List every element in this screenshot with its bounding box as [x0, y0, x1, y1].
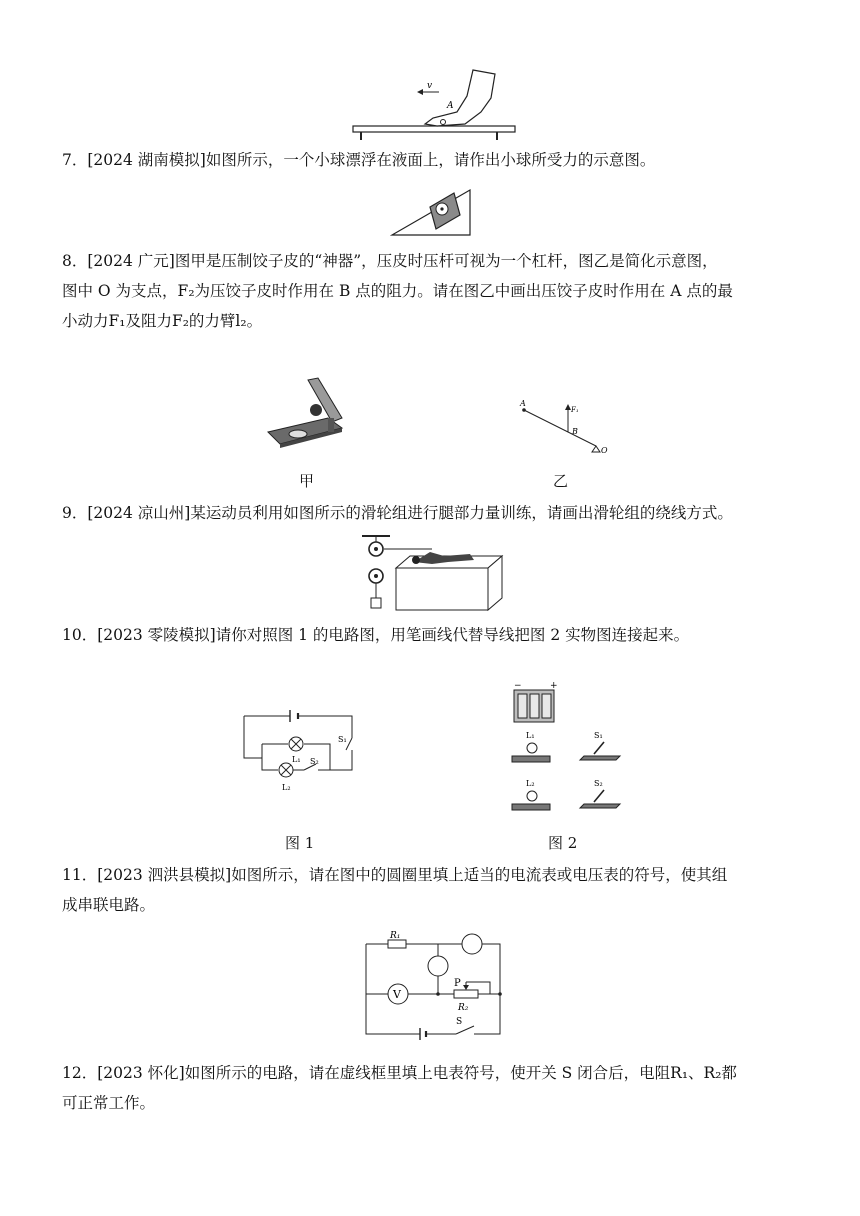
- figure-lever-diagram: [510, 398, 620, 458]
- label-b: B: [572, 427, 578, 436]
- label-r1: R₁: [390, 931, 401, 941]
- label-l1-fig1: L₁: [292, 755, 301, 764]
- label-l2-fig1: L₂: [282, 783, 291, 792]
- label-l2-fig2: L₂: [526, 779, 535, 788]
- question-10: 10．[2023 零陵模拟]请你对照图 1 的电路图，用笔画线代替导线把图 2 实物图连接起来。: [62, 626, 690, 644]
- figure-circuit-1: [240, 708, 365, 803]
- question-12: 12．[2023 怀化]如图所示的电路，请在虚线框里填上电表符号，使开关 S 闭合后，电阻R₁、R₂都 可正常工作。: [62, 1064, 737, 1112]
- label-s: S: [456, 1017, 463, 1027]
- figure-hand-table: [345, 62, 525, 142]
- label-s2-fig2: S₂: [594, 779, 603, 788]
- caption-yi: 乙: [553, 472, 569, 490]
- label-a: A: [520, 399, 526, 408]
- question-8: 8．[2024 广元]图甲是压制饺子皮的“神器”，压皮时压杆可视为一个杠杆，图乙是简化示意图， 图中 O 为支点，F₂为压饺子皮时作用在 B 点的阻力。请在图乙中画出压饺子皮时作用在 A 点的最 小动力F₁及阻力F₂的力臂l₂。: [62, 252, 733, 330]
- label-p: P: [454, 978, 461, 989]
- label-plus: +: [550, 682, 558, 691]
- question-7: 7．[2024 湖南模拟]如图所示，一个小球漂浮在液面上，请作出小球所受力的示意图。: [62, 151, 656, 169]
- figure-pulley-training: [352, 532, 512, 614]
- label-v-meter: V: [393, 988, 401, 1001]
- label-minus: −: [514, 682, 522, 691]
- figure-circuit-2-physical: [500, 682, 635, 822]
- question-11: 11．[2023 泗洪县模拟]如图所示，请在图中的圆圈里填上适当的电流表或电压表的符号，使其组 成串联电路。: [62, 866, 728, 914]
- caption-fig1: 图 1: [285, 834, 315, 852]
- label-r2: R₂: [458, 1003, 469, 1013]
- caption-fig2: 图 2: [548, 834, 578, 852]
- label-s2-fig1: S₂: [310, 757, 319, 766]
- label-f1: F₁: [571, 406, 579, 414]
- figure-circuit-meters: [360, 930, 515, 1048]
- figure-dumpling-press: [258, 374, 358, 464]
- label-s1-fig2: S₁: [594, 731, 603, 740]
- label-v: v: [427, 81, 433, 91]
- caption-jia: 甲: [299, 472, 315, 490]
- label-o: O: [601, 446, 608, 455]
- label-l1-fig2: L₁: [526, 731, 535, 740]
- label-s1-fig1: S₁: [338, 735, 347, 744]
- figure-floating-ball: [390, 185, 480, 240]
- question-9: 9．[2024 凉山州]某运动员利用如图所示的滑轮组进行腿部力量训练，请画出滑轮组的绕线方式。: [62, 504, 733, 522]
- label-a-top: A: [447, 101, 454, 111]
